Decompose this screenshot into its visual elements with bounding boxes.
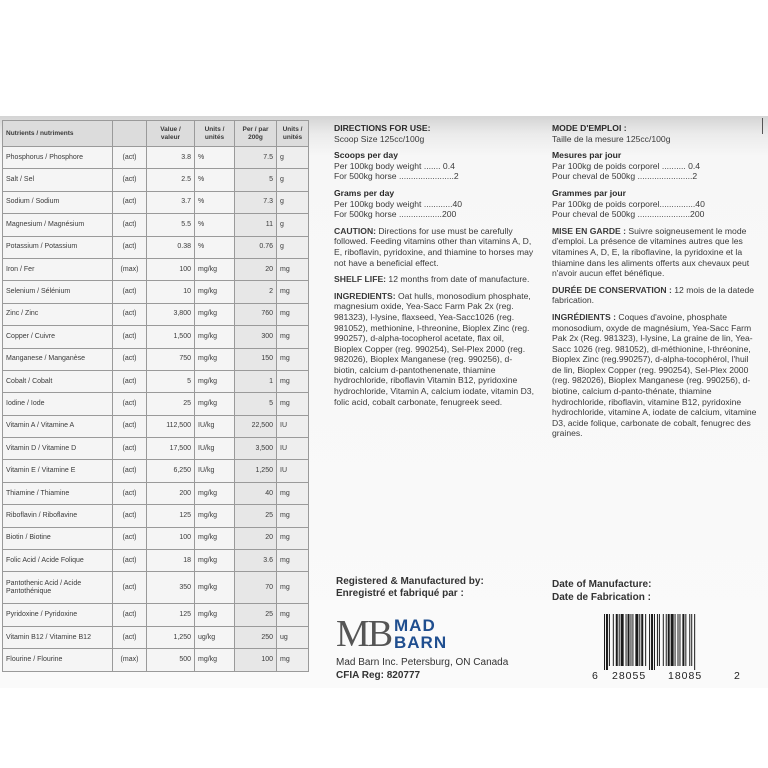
caution-title: CAUTION:	[334, 225, 377, 236]
french-directions	[552, 123, 758, 439]
nutrient-value: 200	[147, 482, 195, 504]
barcode-lead-digit: 6	[592, 670, 599, 682]
nutrient-per-200g: 5	[235, 393, 277, 415]
nutrient-per-200g: 25	[235, 505, 277, 527]
nutrient-basis: (act)	[113, 236, 147, 258]
nutrient-per-200g: 100	[235, 649, 277, 671]
barcode-bar	[641, 614, 643, 666]
table-row	[3, 191, 309, 213]
nutrient-unit: IU/kg	[195, 415, 235, 437]
nutrient-basis: (act)	[113, 326, 147, 348]
date-of-manufacture-label: Date of Manufacture:	[552, 579, 652, 590]
table-row	[3, 169, 309, 191]
nutrient-per-200g: 5	[235, 169, 277, 191]
duree-paragraph	[552, 285, 758, 306]
nutrient-value: 5.5	[147, 214, 195, 236]
nutrient-value: 10	[147, 281, 195, 303]
nutrient-unit: mg/kg	[195, 482, 235, 504]
nutrient-basis: (act)	[113, 147, 147, 169]
nutrient-per-200g: 70	[235, 572, 277, 604]
barcode-bar	[689, 614, 690, 666]
table-row	[3, 348, 309, 370]
barcode-bar	[671, 614, 674, 666]
nutrient-basis: (act)	[113, 550, 147, 572]
nutrient-value: 500	[147, 649, 195, 671]
barcode-bar	[619, 614, 620, 666]
nutrient-unit-per: g	[277, 169, 309, 191]
barcode-bar	[663, 614, 664, 666]
directions-title: DIRECTIONS FOR USE:	[334, 123, 431, 133]
barcode-bar	[691, 614, 692, 666]
nutrient-basis: (act)	[113, 214, 147, 236]
nutrient-per-200g: 20	[235, 258, 277, 280]
barcode-bar	[632, 614, 633, 666]
nutrient-basis: (act)	[113, 438, 147, 460]
table-row	[3, 258, 309, 280]
nutrient-name: Vitamin A / Vitamine A	[3, 415, 113, 437]
nutrient-value: 112,500	[147, 415, 195, 437]
nutrient-unit: mg/kg	[195, 572, 235, 604]
header-value: Value / valeur	[147, 121, 195, 147]
nutrient-value: 5	[147, 370, 195, 392]
shelf-life-paragraph	[334, 274, 534, 285]
nutrient-basis: (act)	[113, 604, 147, 626]
barcode-bar	[659, 614, 660, 666]
grammes-title: Grammes par jour	[552, 187, 627, 198]
table-row	[3, 281, 309, 303]
table-row	[3, 147, 309, 169]
barcode-bar	[635, 614, 638, 666]
nutrient-basis: (act)	[113, 482, 147, 504]
nutrient-unit-per: g	[277, 214, 309, 236]
mise-en-garde-paragraph	[552, 226, 758, 279]
nutrient-per-200g: 11	[235, 214, 277, 236]
nutrient-per-200g: 2	[235, 281, 277, 303]
company-address	[336, 656, 508, 682]
upc-barcode	[592, 614, 741, 682]
nutrient-per-200g: 3,500	[235, 438, 277, 460]
nutrient-unit-per: mg	[277, 649, 309, 671]
table-row	[3, 482, 309, 504]
logo-word-mad: MAD	[394, 616, 436, 635]
barcode-bar	[621, 614, 624, 666]
nutrient-name: Magnesium / Magnésium	[3, 214, 113, 236]
barcode-bar	[666, 614, 667, 666]
nutrient-name: Cobalt / Cobalt	[3, 370, 113, 392]
nutrient-name: Potassium / Potassium	[3, 236, 113, 258]
nutrient-unit-per: mg	[277, 370, 309, 392]
nutrient-unit: mg/kg	[195, 604, 235, 626]
barcode-bar	[639, 614, 640, 666]
barcode-bar	[626, 614, 627, 666]
barcode-bar	[668, 614, 670, 666]
nutrient-unit-per: mg	[277, 572, 309, 604]
ingredients-text: Oat hulls, monosodium phosphate, magnesium oxide, Yea-Sacc Farm Pak 2x (reg. 981323), l-lysine, flaxseed, Yea-Sacc1026 (reg. 981052), methionine, l-threonine, Bioplex Zinc (reg. 990257), d-alpha-tocopherol acetate, flax oil, Bioplex Copper (reg. 990254), Sel-Plex 2000 (reg. 982026), Bioplex Manganese (reg. 990256), d-biotin, calcium d-pantothenenate, thiamine hydrochloride, riboflavin Vitamin B12, pyridoxine hydrochloride, Vitamin A, calcium iodate, vitamin D3, folic acid, cobalt carbonate, fenugreek seed.	[334, 290, 534, 407]
caution-text: Directions for use must be carefully followed. Feeding vitamins other than vitamins A, D, E, riboflavin, pyridoxine, and thiamine to horses may not have a beneficial effect.	[334, 225, 534, 268]
nutrient-unit-per: mg	[277, 281, 309, 303]
nutrient-value: 125	[147, 604, 195, 626]
grammes-line-2: Pour cheval de 500kg ......................200	[552, 209, 705, 220]
table-row	[3, 505, 309, 527]
mise-en-garde-text: Suivre soigneusement le mode d'emploi. La présence de vitamines autres que les vitamines A, D, E, la riboflavine, la pyridoxine et la thiamine dans les aliments offerts aux chevaux peut n'avoir aucun effet bénéfique.	[552, 225, 750, 279]
cfia-registration: CFIA Reg: 820777	[336, 670, 421, 681]
duree-title: DURÉE DE CONSERVATION :	[552, 284, 672, 295]
grams-line-1: Per 100kg body weight ............40	[334, 198, 463, 209]
nutrient-value: 6,250	[147, 460, 195, 482]
nutrient-unit-per: mg	[277, 326, 309, 348]
nutrient-unit: %	[195, 169, 235, 191]
nutrient-unit-per: mg	[277, 604, 309, 626]
barcode-bar	[694, 614, 695, 670]
barcode-bar	[682, 614, 684, 666]
nutrient-value: 25	[147, 393, 195, 415]
nutrient-unit: mg/kg	[195, 393, 235, 415]
header-nutrients: Nutrients / nutriments	[3, 121, 113, 147]
nutrient-value: 750	[147, 348, 195, 370]
nutrient-name: Vitamin D / Vitamine D	[3, 438, 113, 460]
nutrient-name: Copper / Cuivre	[3, 326, 113, 348]
table-row	[3, 236, 309, 258]
ingredients-fr-text: Coques d'avoine, phosphate monosodium, oxyde de magnésium, Yea-Sacc Farm Pak 2x (Reg. 981323), l-lysine, La graine de lin, Yea-Sacc 1026 (reg. 981052), dl-méthionine, l-thréonine, Bioplex Zinc (reg.990257), d-alpha-tocophérol, l'huil de lin, Bioplex Copper (reg. 990254), Sel-Plex 2000 (reg. 982026), Bioplex Manganese (reg. 990256), d-biotine, calcium d-panto-thénate, thiamine hydrochloride, riboflavin, vitamine B12, pyridoxine hydrochloride, vitamine A, iodate de calcium, vitamine D3, acide folique, carbonate de cobalt, fenugrec des graines.	[552, 311, 757, 439]
nutrient-per-200g: 25	[235, 604, 277, 626]
barcode-bar	[616, 614, 618, 666]
nutrient-unit: mg/kg	[195, 281, 235, 303]
nutrient-unit: IU/kg	[195, 438, 235, 460]
table-row	[3, 604, 309, 626]
ingredients-fr-paragraph	[552, 312, 758, 439]
table-row	[3, 460, 309, 482]
nutrient-unit-per: mg	[277, 348, 309, 370]
nutrient-unit-per: IU	[277, 438, 309, 460]
table-row	[3, 438, 309, 460]
nutrient-name: Vitamin E / Vitamine E	[3, 460, 113, 482]
barcode-bar	[613, 614, 614, 666]
nutrient-unit: mg/kg	[195, 649, 235, 671]
registered-by: Registered & Manufactured by:	[336, 576, 484, 587]
nutrient-per-200g: 300	[235, 326, 277, 348]
table-row	[3, 527, 309, 549]
grammes-line-1: Par 100kg de poids corporel...............40	[552, 198, 705, 209]
taille-mesure: Taille de la mesure 125cc/100g	[552, 133, 671, 144]
table-row	[3, 393, 309, 415]
grams-line-2: For 500kg horse ..................200	[334, 209, 457, 220]
ingredients-paragraph	[334, 291, 534, 408]
nutrient-name: Iron / Fer	[3, 258, 113, 280]
barcode-bar	[606, 614, 608, 670]
table-row	[3, 550, 309, 572]
scoops-line-2: For 500kg horse .......................2	[334, 171, 459, 182]
nutrient-name: Folic Acid / Acide Folique	[3, 550, 113, 572]
barcode-bar	[654, 614, 655, 670]
barcode-bar	[628, 614, 630, 666]
nutrient-unit-per: g	[277, 147, 309, 169]
mise-en-garde-title: MISE EN GARDE :	[552, 225, 627, 236]
table-row	[3, 370, 309, 392]
nutrient-per-200g: 250	[235, 626, 277, 648]
nutrient-basis: (act)	[113, 370, 147, 392]
nutrient-value: 3,800	[147, 303, 195, 325]
scoops-title: Scoops per day	[334, 150, 398, 161]
nutrient-name: Flourine / Flourine	[3, 649, 113, 671]
barcode-bar	[679, 614, 680, 666]
nutrient-basis: (act)	[113, 191, 147, 213]
nutrient-unit-per: g	[277, 191, 309, 213]
nutrient-unit: mg/kg	[195, 370, 235, 392]
barcode-bar	[645, 614, 646, 666]
nutrient-unit: mg/kg	[195, 527, 235, 549]
nutrient-name: Selenium / Sélénium	[3, 281, 113, 303]
nutrient-value: 1,250	[147, 626, 195, 648]
nutrient-value: 125	[147, 505, 195, 527]
header-units: Units / unités	[195, 121, 235, 147]
registration-block	[336, 576, 484, 600]
barcode-trail-digit: 2	[734, 670, 741, 682]
barcode-bar	[675, 614, 676, 666]
nutrient-basis: (act)	[113, 281, 147, 303]
nutrient-name: Biotin / Biotine	[3, 527, 113, 549]
nutrient-basis: (max)	[113, 258, 147, 280]
header-basis	[113, 121, 147, 147]
nutrient-unit-per: mg	[277, 258, 309, 280]
barcode-bars	[602, 614, 730, 670]
nutrient-per-200g: 760	[235, 303, 277, 325]
nutrient-value: 2.5	[147, 169, 195, 191]
barcode-bar	[604, 614, 605, 670]
barcode-bar	[685, 614, 686, 666]
header-units-per: Units / unités	[277, 121, 309, 147]
nutrient-value: 100	[147, 258, 195, 280]
registered-by-fr: Enregistré et fabriqué par :	[336, 588, 464, 599]
barcode-bar	[657, 614, 658, 666]
nutrient-unit: %	[195, 147, 235, 169]
nutrient-per-200g: 40	[235, 482, 277, 504]
nutrient-value: 100	[147, 527, 195, 549]
nutrient-unit-per: mg	[277, 482, 309, 504]
nutrient-name: Riboflavin / Riboflavine	[3, 505, 113, 527]
mesures-line-2: Pour cheval de 500kg .......................2	[552, 171, 698, 182]
caution-paragraph	[334, 226, 534, 268]
english-directions	[334, 123, 534, 407]
nutrient-per-200g: 22,500	[235, 415, 277, 437]
barcode-bar	[651, 614, 653, 670]
nutrient-unit-per: mg	[277, 527, 309, 549]
nutrient-unit-per: IU	[277, 415, 309, 437]
nutrient-unit: mg/kg	[195, 550, 235, 572]
mesures-title: Mesures par jour	[552, 150, 622, 161]
nutrient-value: 3.7	[147, 191, 195, 213]
nutrient-name: Phosphorus / Phosphore	[3, 147, 113, 169]
logo-word-barn: BARN	[394, 633, 448, 652]
nutrient-unit-per: mg	[277, 550, 309, 572]
nutrient-unit-per: mg	[277, 303, 309, 325]
nutrient-unit: %	[195, 214, 235, 236]
table-row	[3, 626, 309, 648]
nutrient-unit: %	[195, 236, 235, 258]
nutrient-unit: mg/kg	[195, 505, 235, 527]
mode-emploi-title: MODE D'EMPLOI :	[552, 123, 627, 133]
header-per-200g: Per / par 200g	[235, 121, 277, 147]
nutrient-unit-per: mg	[277, 505, 309, 527]
nutrient-name: Pyridoxine / Pyridoxine	[3, 604, 113, 626]
nutrient-unit-per: mg	[277, 393, 309, 415]
nutrient-unit-per: ug	[277, 626, 309, 648]
nutrient-value: 18	[147, 550, 195, 572]
nutrient-name: Manganese / Manganèse	[3, 348, 113, 370]
shelf-life-title: SHELF LIFE:	[334, 274, 387, 285]
nutrient-basis: (act)	[113, 393, 147, 415]
nutrient-value: 0.38	[147, 236, 195, 258]
nutrient-basis: (act)	[113, 348, 147, 370]
barcode-bar	[630, 614, 631, 666]
nutrient-unit: mg/kg	[195, 258, 235, 280]
nutrient-value: 1,500	[147, 326, 195, 348]
nutrient-value: 3.8	[147, 147, 195, 169]
nutrient-basis: (max)	[113, 649, 147, 671]
scoops-line-1: Per 100kg body weight ....... 0.4	[334, 160, 455, 171]
nutrient-unit-per: g	[277, 236, 309, 258]
nutrient-basis: (act)	[113, 626, 147, 648]
scoop-size: Scoop Size 125cc/100g	[334, 133, 425, 144]
nutrient-unit-per: IU	[277, 460, 309, 482]
nutrient-per-200g: 150	[235, 348, 277, 370]
mad-barn-logo	[336, 614, 476, 654]
nutrient-name: Pantothenic Acid / Acide Pantothénique	[3, 572, 113, 604]
nutrient-basis: (act)	[113, 415, 147, 437]
nutrient-basis: (act)	[113, 572, 147, 604]
nutrient-name: Vitamin B12 / Vitamine B12	[3, 626, 113, 648]
nutrient-per-200g: 3.6	[235, 550, 277, 572]
nutrient-basis: (act)	[113, 169, 147, 191]
barcode-bar	[609, 614, 610, 666]
nutrient-per-200g: 7.5	[235, 147, 277, 169]
logo-monogram: MB	[336, 613, 392, 655]
nutrient-name: Thiamine / Thiamine	[3, 482, 113, 504]
nutrient-table	[2, 120, 309, 672]
nutrient-unit: ug/kg	[195, 626, 235, 648]
nutrient-name: Salt / Sel	[3, 169, 113, 191]
barcode-bar	[678, 614, 679, 666]
nutrient-per-200g: 1,250	[235, 460, 277, 482]
nutrient-name: Iodine / Iode	[3, 393, 113, 415]
company-name: Mad Barn Inc. Petersburg, ON Canada	[336, 657, 509, 668]
nutrient-table-header	[3, 121, 309, 147]
nutrient-per-200g: 7.3	[235, 191, 277, 213]
nutrient-basis: (act)	[113, 505, 147, 527]
ingredients-title: INGREDIENTS:	[334, 290, 396, 301]
nutrient-per-200g: 0.76	[235, 236, 277, 258]
table-row	[3, 649, 309, 671]
nutrient-value: 350	[147, 572, 195, 604]
grams-title: Grams per day	[334, 187, 395, 198]
nutrient-unit: %	[195, 191, 235, 213]
table-row	[3, 415, 309, 437]
nutrient-value: 17,500	[147, 438, 195, 460]
barcode-left-digits: 28055	[612, 670, 647, 682]
table-row	[3, 572, 309, 604]
nutrient-unit: IU/kg	[195, 460, 235, 482]
nutrient-per-200g: 20	[235, 527, 277, 549]
date-of-manufacture	[552, 578, 651, 604]
mesures-line-1: Par 100kg de poids corporel .......... 0.4	[552, 160, 701, 171]
nutrient-name: Zinc / Zinc	[3, 303, 113, 325]
ingredients-fr-title: INGRÉDIENTS :	[552, 311, 616, 322]
table-row	[3, 303, 309, 325]
nutrient-unit: mg/kg	[195, 326, 235, 348]
nutrient-unit: mg/kg	[195, 303, 235, 325]
table-row	[3, 326, 309, 348]
nutrient-basis: (act)	[113, 527, 147, 549]
date-de-fabrication-label: Date de Fabrication :	[552, 592, 651, 603]
nutrient-basis: (act)	[113, 460, 147, 482]
table-row	[3, 214, 309, 236]
nutrient-per-200g: 1	[235, 370, 277, 392]
barcode-right-digits: 18085	[668, 670, 703, 682]
nutrient-unit: mg/kg	[195, 348, 235, 370]
barcode-bar	[649, 614, 650, 670]
nutrient-basis: (act)	[113, 303, 147, 325]
duree-text: 12 mois de la datede fabrication.	[552, 284, 755, 306]
shelf-life-text: 12 months from date of manufacture.	[386, 274, 530, 285]
edge-mark	[762, 118, 768, 134]
nutrient-name: Sodium / Sodium	[3, 191, 113, 213]
